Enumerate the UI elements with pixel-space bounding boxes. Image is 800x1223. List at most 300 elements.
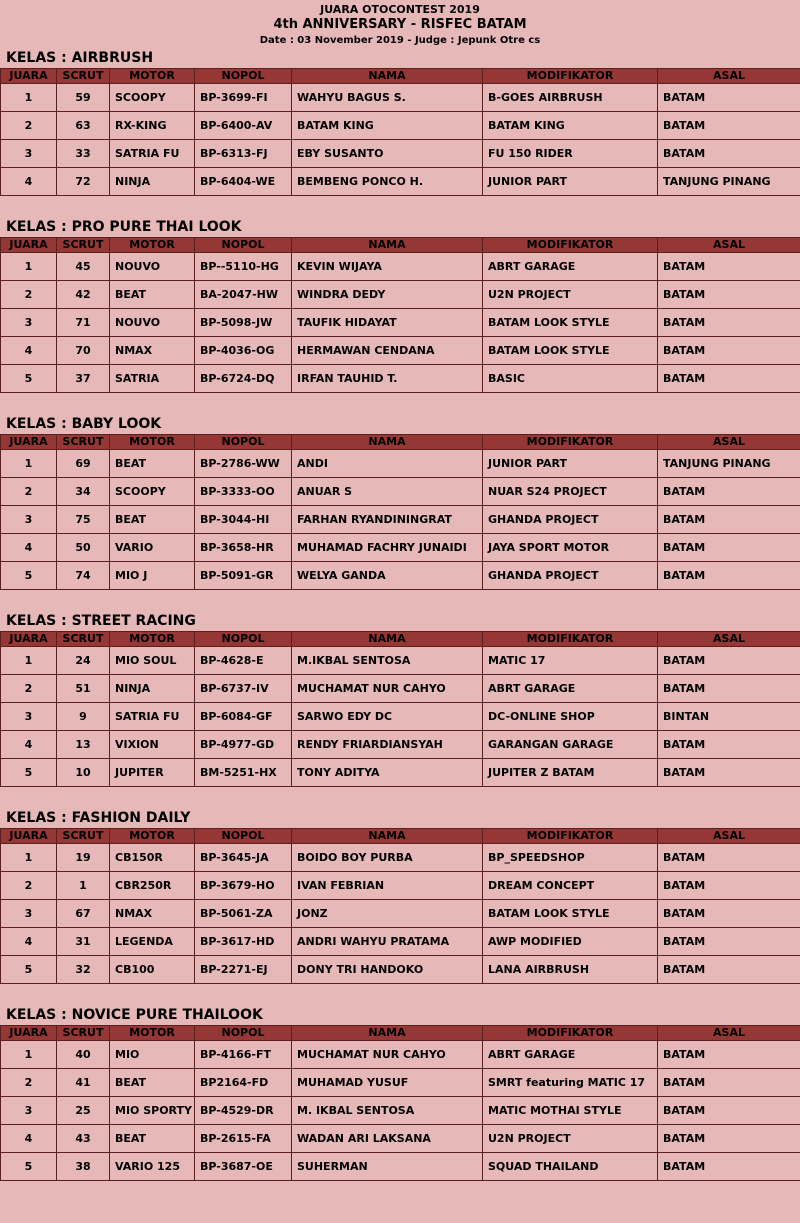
table-cell: BP--5110-HG xyxy=(195,253,292,281)
table-cell: BATAM xyxy=(658,140,800,168)
table-cell: BATAM xyxy=(658,872,800,900)
table-cell: 41 xyxy=(57,1069,110,1097)
table-cell: 4 xyxy=(1,337,57,365)
table-cell: 1 xyxy=(1,84,57,112)
table-cell: BP-2786-WW xyxy=(195,450,292,478)
column-header: SCRUT xyxy=(57,69,110,84)
results-table xyxy=(0,434,800,590)
table-cell: BATAM xyxy=(658,506,800,534)
column-header: SCRUT xyxy=(57,435,110,450)
table-cell: BEAT xyxy=(110,506,195,534)
table-row xyxy=(1,478,800,506)
table-cell: BATAM KING xyxy=(292,112,483,140)
table-cell: 3 xyxy=(1,140,57,168)
table-cell: BP2164-FD xyxy=(195,1069,292,1097)
section-spacer xyxy=(0,196,800,217)
column-header: ASAL xyxy=(658,435,800,450)
table-cell: 5 xyxy=(1,365,57,393)
table-cell: BATAM xyxy=(658,534,800,562)
table-cell: EBY SUSANTO xyxy=(292,140,483,168)
table-cell: IRFAN TAUHID T. xyxy=(292,365,483,393)
results-table xyxy=(0,1025,800,1181)
section xyxy=(0,590,800,787)
table-cell: SQUAD THAILAND xyxy=(483,1153,658,1181)
table-cell: 70 xyxy=(57,337,110,365)
table-cell: BATAM xyxy=(658,309,800,337)
table-cell: BATAM xyxy=(658,759,800,787)
table-cell: 38 xyxy=(57,1153,110,1181)
table-cell: 67 xyxy=(57,900,110,928)
table-cell: NOUVO xyxy=(110,253,195,281)
table-cell: 33 xyxy=(57,140,110,168)
table-cell: BATAM xyxy=(658,1069,800,1097)
table-cell: FU 150 RIDER xyxy=(483,140,658,168)
table-cell: BATAM xyxy=(658,731,800,759)
table-cell: BATAM LOOK STYLE xyxy=(483,900,658,928)
table-cell: MIO SPORTY xyxy=(110,1097,195,1125)
table-cell: BATAM xyxy=(658,365,800,393)
table-cell: 51 xyxy=(57,675,110,703)
column-header: NAMA xyxy=(292,238,483,253)
table-header-row xyxy=(1,69,800,84)
column-header: ASAL xyxy=(658,238,800,253)
table-row xyxy=(1,281,800,309)
table-row xyxy=(1,365,800,393)
table-cell: JONZ xyxy=(292,900,483,928)
table-cell: BP-3679-HO xyxy=(195,872,292,900)
table-cell: BEMBENG PONCO H. xyxy=(292,168,483,196)
column-header: MOTOR xyxy=(110,632,195,647)
header-date-judge: Date : 03 November 2019 - Judge : Jepunk Otre cs xyxy=(259,35,541,46)
table-cell: ABRT GARAGE xyxy=(483,675,658,703)
table-cell: RENDY FRIARDIANSYAH xyxy=(292,731,483,759)
section-title: KELAS : NOVICE PURE THAILOOK xyxy=(6,1007,263,1023)
table-cell: BP-3687-OE xyxy=(195,1153,292,1181)
table-cell: 40 xyxy=(57,1041,110,1069)
table-cell: BP-4036-OG xyxy=(195,337,292,365)
table-cell: BA-2047-HW xyxy=(195,281,292,309)
table-cell: MATIC MOTHAI STYLE xyxy=(483,1097,658,1125)
section xyxy=(0,196,800,393)
column-header: MOTOR xyxy=(110,238,195,253)
table-cell: 1 xyxy=(1,450,57,478)
table-cell: 71 xyxy=(57,309,110,337)
table-cell: BP-4166-FT xyxy=(195,1041,292,1069)
table-row xyxy=(1,900,800,928)
table-cell: DREAM CONCEPT xyxy=(483,872,658,900)
table-cell: BEAT xyxy=(110,450,195,478)
table-cell: BP-4977-GD xyxy=(195,731,292,759)
table-cell: LEGENDA xyxy=(110,928,195,956)
table-cell: 4 xyxy=(1,1125,57,1153)
table-row xyxy=(1,506,800,534)
table-cell: 9 xyxy=(57,703,110,731)
table-cell: ANUAR S xyxy=(292,478,483,506)
table-cell: BP_SPEEDSHOP xyxy=(483,844,658,872)
table-cell: SATRIA xyxy=(110,365,195,393)
table-cell: FARHAN RYANDININGRAT xyxy=(292,506,483,534)
table-cell: 4 xyxy=(1,534,57,562)
table-cell: 2 xyxy=(1,112,57,140)
section-title: KELAS : STREET RACING xyxy=(6,613,196,629)
table-cell: 2 xyxy=(1,478,57,506)
table-row xyxy=(1,253,800,281)
table-cell: SUHERMAN xyxy=(292,1153,483,1181)
table-cell: BP-3044-HI xyxy=(195,506,292,534)
table-cell: ANDI xyxy=(292,450,483,478)
table-cell: RX-KING xyxy=(110,112,195,140)
column-header: MODIFIKATOR xyxy=(483,1026,658,1041)
section-title: KELAS : PRO PURE THAI LOOK xyxy=(6,219,242,235)
table-cell: BOIDO BOY PURBA xyxy=(292,844,483,872)
table-cell: 50 xyxy=(57,534,110,562)
table-cell: BATAM xyxy=(658,253,800,281)
table-cell: 2 xyxy=(1,281,57,309)
table-cell: BEAT xyxy=(110,281,195,309)
table-cell: 13 xyxy=(57,731,110,759)
table-cell: BP-3617-HD xyxy=(195,928,292,956)
table-header-row xyxy=(1,829,800,844)
table-cell: SCOOPY xyxy=(110,84,195,112)
table-cell: 69 xyxy=(57,450,110,478)
table-cell: 1 xyxy=(1,1041,57,1069)
column-header: NOPOL xyxy=(195,238,292,253)
table-cell: BATAM xyxy=(658,900,800,928)
table-cell: NMAX xyxy=(110,337,195,365)
column-header: NAMA xyxy=(292,632,483,647)
table-cell: BEAT xyxy=(110,1069,195,1097)
section xyxy=(0,984,800,1181)
table-cell: 45 xyxy=(57,253,110,281)
table-cell: 42 xyxy=(57,281,110,309)
column-header: NAMA xyxy=(292,435,483,450)
table-cell: BASIC xyxy=(483,365,658,393)
results-table xyxy=(0,631,800,787)
table-cell: VARIO xyxy=(110,534,195,562)
column-header: SCRUT xyxy=(57,1026,110,1041)
column-header: MOTOR xyxy=(110,829,195,844)
table-cell: BP-3645-JA xyxy=(195,844,292,872)
table-row xyxy=(1,1041,800,1069)
table-cell: GHANDA PROJECT xyxy=(483,506,658,534)
column-header: JUARA xyxy=(1,238,57,253)
table-cell: BP-3658-HR xyxy=(195,534,292,562)
table-cell: BP-5061-ZA xyxy=(195,900,292,928)
table-cell: HERMAWAN CENDANA xyxy=(292,337,483,365)
table-cell: NOUVO xyxy=(110,309,195,337)
table-cell: BP-6400-AV xyxy=(195,112,292,140)
table-row xyxy=(1,534,800,562)
table-cell: BP-4529-DR xyxy=(195,1097,292,1125)
column-header: MODIFIKATOR xyxy=(483,435,658,450)
table-cell: BP-6084-GF xyxy=(195,703,292,731)
table-header-row xyxy=(1,435,800,450)
column-header: NOPOL xyxy=(195,435,292,450)
column-header: JUARA xyxy=(1,435,57,450)
table-cell: 37 xyxy=(57,365,110,393)
table-row xyxy=(1,731,800,759)
table-cell: TAUFIK HIDAYAT xyxy=(292,309,483,337)
column-header: NAMA xyxy=(292,1026,483,1041)
table-cell: WINDRA DEDY xyxy=(292,281,483,309)
table-cell: BP-6313-FJ xyxy=(195,140,292,168)
table-cell: U2N PROJECT xyxy=(483,281,658,309)
table-cell: BP-4628-E xyxy=(195,647,292,675)
table-cell: MIO SOUL xyxy=(110,647,195,675)
table-cell: JAYA SPORT MOTOR xyxy=(483,534,658,562)
table-cell: WAHYU BAGUS S. xyxy=(292,84,483,112)
table-row xyxy=(1,1125,800,1153)
table-cell: 3 xyxy=(1,703,57,731)
table-cell: VARIO 125 xyxy=(110,1153,195,1181)
table-row xyxy=(1,928,800,956)
table-cell: TONY ADITYA xyxy=(292,759,483,787)
header-title: JUARA OTOCONTEST 2019 xyxy=(320,3,480,16)
table-cell: BP-6737-IV xyxy=(195,675,292,703)
table-cell: CB150R xyxy=(110,844,195,872)
table-cell: NUAR S24 PROJECT xyxy=(483,478,658,506)
column-header: MODIFIKATOR xyxy=(483,238,658,253)
table-cell: IVAN FEBRIAN xyxy=(292,872,483,900)
table-cell: TANJUNG PINANG xyxy=(658,450,800,478)
column-header: JUARA xyxy=(1,829,57,844)
table-header-row xyxy=(1,1026,800,1041)
table-cell: NINJA xyxy=(110,168,195,196)
table-cell: 24 xyxy=(57,647,110,675)
table-cell: KEVIN WIJAYA xyxy=(292,253,483,281)
table-row xyxy=(1,168,800,196)
column-header: ASAL xyxy=(658,69,800,84)
section-spacer xyxy=(0,590,800,611)
column-header: NOPOL xyxy=(195,829,292,844)
table-cell: SATRIA FU xyxy=(110,703,195,731)
table-cell: BP-3699-FI xyxy=(195,84,292,112)
table-cell: BEAT xyxy=(110,1125,195,1153)
table-cell: BATAM xyxy=(658,478,800,506)
section xyxy=(0,787,800,984)
table-cell: WADAN ARI LAKSANA xyxy=(292,1125,483,1153)
table-cell: MUCHAMAT NUR CAHYO xyxy=(292,1041,483,1069)
column-header: MOTOR xyxy=(110,69,195,84)
section xyxy=(0,48,800,196)
table-cell: BP-5098-JW xyxy=(195,309,292,337)
column-header: NAMA xyxy=(292,69,483,84)
column-header: NAMA xyxy=(292,829,483,844)
table-cell: 2 xyxy=(1,1069,57,1097)
table-row xyxy=(1,647,800,675)
table-cell: 10 xyxy=(57,759,110,787)
table-row xyxy=(1,112,800,140)
table-cell: 3 xyxy=(1,309,57,337)
header-event: 4th ANNIVERSARY - RISFEC BATAM xyxy=(273,17,527,32)
table-row xyxy=(1,956,800,984)
table-cell: BATAM KING xyxy=(483,112,658,140)
table-cell: BINTAN xyxy=(658,703,800,731)
table-cell: VIXION xyxy=(110,731,195,759)
table-cell: BATAM xyxy=(658,562,800,590)
table-cell: BATAM LOOK STYLE xyxy=(483,309,658,337)
table-row xyxy=(1,844,800,872)
table-cell: BATAM xyxy=(658,1041,800,1069)
column-header: SCRUT xyxy=(57,238,110,253)
table-cell: SARWO EDY DC xyxy=(292,703,483,731)
table-row xyxy=(1,562,800,590)
table-cell: CBR250R xyxy=(110,872,195,900)
section-title: KELAS : AIRBRUSH xyxy=(6,50,154,66)
table-cell: BATAM xyxy=(658,337,800,365)
table-cell: AWP MODIFIED xyxy=(483,928,658,956)
table-row xyxy=(1,703,800,731)
table-cell: NINJA xyxy=(110,675,195,703)
table-cell: 4 xyxy=(1,928,57,956)
table-cell: BP-5091-GR xyxy=(195,562,292,590)
table-cell: BP-6724-DQ xyxy=(195,365,292,393)
table-row xyxy=(1,759,800,787)
table-cell: MIO J xyxy=(110,562,195,590)
column-header: SCRUT xyxy=(57,829,110,844)
table-cell: 4 xyxy=(1,731,57,759)
table-cell: BATAM xyxy=(658,928,800,956)
table-cell: BP-3333-OO xyxy=(195,478,292,506)
table-cell: JUNIOR PART xyxy=(483,168,658,196)
table-cell: 3 xyxy=(1,1097,57,1125)
table-cell: SCOOPY xyxy=(110,478,195,506)
table-row xyxy=(1,84,800,112)
table-cell: 31 xyxy=(57,928,110,956)
column-header: ASAL xyxy=(658,632,800,647)
table-cell: 5 xyxy=(1,956,57,984)
table-cell: SMRT featuring MATIC 17 xyxy=(483,1069,658,1097)
table-cell: GARANGAN GARAGE xyxy=(483,731,658,759)
column-header: MODIFIKATOR xyxy=(483,632,658,647)
table-cell: BP-6404-WE xyxy=(195,168,292,196)
table-cell: NMAX xyxy=(110,900,195,928)
table-cell: B-GOES AIRBRUSH xyxy=(483,84,658,112)
column-header: MOTOR xyxy=(110,435,195,450)
table-cell: BATAM xyxy=(658,1125,800,1153)
table-cell: 5 xyxy=(1,759,57,787)
table-row xyxy=(1,140,800,168)
table-cell: DC-ONLINE SHOP xyxy=(483,703,658,731)
table-row xyxy=(1,337,800,365)
section-title: KELAS : BABY LOOK xyxy=(6,416,162,432)
table-cell: BP-2615-FA xyxy=(195,1125,292,1153)
table-cell: BATAM xyxy=(658,647,800,675)
table-cell: BATAM xyxy=(658,112,800,140)
table-header-row xyxy=(1,238,800,253)
table-header-row xyxy=(1,632,800,647)
column-header: MOTOR xyxy=(110,1026,195,1041)
section-spacer xyxy=(0,393,800,414)
table-cell: BATAM LOOK STYLE xyxy=(483,337,658,365)
table-cell: MUCHAMAT NUR CAHYO xyxy=(292,675,483,703)
table-cell: TANJUNG PINANG xyxy=(658,168,800,196)
table-cell: JUPITER xyxy=(110,759,195,787)
column-header: NOPOL xyxy=(195,69,292,84)
table-cell: MATIC 17 xyxy=(483,647,658,675)
table-cell: JUNIOR PART xyxy=(483,450,658,478)
table-cell: MIO xyxy=(110,1041,195,1069)
table-cell: 63 xyxy=(57,112,110,140)
section-spacer xyxy=(0,984,800,1005)
section xyxy=(0,393,800,590)
column-header: JUARA xyxy=(1,69,57,84)
table-cell: BM-5251-HX xyxy=(195,759,292,787)
table-cell: 34 xyxy=(57,478,110,506)
table-cell: JUPITER Z BATAM xyxy=(483,759,658,787)
column-header: JUARA xyxy=(1,1026,57,1041)
results-table xyxy=(0,237,800,393)
table-cell: 5 xyxy=(1,562,57,590)
table-cell: 1 xyxy=(1,844,57,872)
table-cell: 72 xyxy=(57,168,110,196)
table-cell: U2N PROJECT xyxy=(483,1125,658,1153)
table-cell: BATAM xyxy=(658,1153,800,1181)
table-cell: ABRT GARAGE xyxy=(483,253,658,281)
table-cell: BP-2271-EJ xyxy=(195,956,292,984)
section-title: KELAS : FASHION DAILY xyxy=(6,810,191,826)
table-cell: 75 xyxy=(57,506,110,534)
section-spacer xyxy=(0,787,800,808)
table-cell: 3 xyxy=(1,900,57,928)
table-cell: ANDRI WAHYU PRATAMA xyxy=(292,928,483,956)
table-cell: 2 xyxy=(1,675,57,703)
column-header: NOPOL xyxy=(195,1026,292,1041)
column-header: ASAL xyxy=(658,829,800,844)
table-cell: M.IKBAL SENTOSA xyxy=(292,647,483,675)
table-cell: 1 xyxy=(57,872,110,900)
table-row xyxy=(1,675,800,703)
table-cell: 1 xyxy=(1,647,57,675)
table-cell: 43 xyxy=(57,1125,110,1153)
table-cell: BATAM xyxy=(658,844,800,872)
table-cell: SATRIA FU xyxy=(110,140,195,168)
table-row xyxy=(1,1153,800,1181)
table-row xyxy=(1,872,800,900)
table-cell: 2 xyxy=(1,872,57,900)
table-row xyxy=(1,450,800,478)
table-cell: MUHAMAD YUSUF xyxy=(292,1069,483,1097)
table-cell: 59 xyxy=(57,84,110,112)
table-cell: BATAM xyxy=(658,675,800,703)
table-cell: M. IKBAL SENTOSA xyxy=(292,1097,483,1125)
table-row xyxy=(1,309,800,337)
table-cell: 25 xyxy=(57,1097,110,1125)
table-cell: WELYA GANDA xyxy=(292,562,483,590)
column-header: MODIFIKATOR xyxy=(483,69,658,84)
table-cell: DONY TRI HANDOKO xyxy=(292,956,483,984)
column-header: NOPOL xyxy=(195,632,292,647)
column-header: JUARA xyxy=(1,632,57,647)
table-cell: 32 xyxy=(57,956,110,984)
table-cell: MUHAMAD FACHRY JUNAIDI xyxy=(292,534,483,562)
column-header: ASAL xyxy=(658,1026,800,1041)
table-cell: 1 xyxy=(1,253,57,281)
table-cell: CB100 xyxy=(110,956,195,984)
table-cell: ABRT GARAGE xyxy=(483,1041,658,1069)
table-row xyxy=(1,1069,800,1097)
table-cell: 3 xyxy=(1,506,57,534)
table-row xyxy=(1,1097,800,1125)
table-cell: LANA AIRBRUSH xyxy=(483,956,658,984)
table-cell: 5 xyxy=(1,1153,57,1181)
table-cell: BATAM xyxy=(658,1097,800,1125)
table-cell: BATAM xyxy=(658,281,800,309)
table-cell: BATAM xyxy=(658,956,800,984)
table-cell: 4 xyxy=(1,168,57,196)
class-sections xyxy=(0,48,800,1181)
table-cell: 74 xyxy=(57,562,110,590)
